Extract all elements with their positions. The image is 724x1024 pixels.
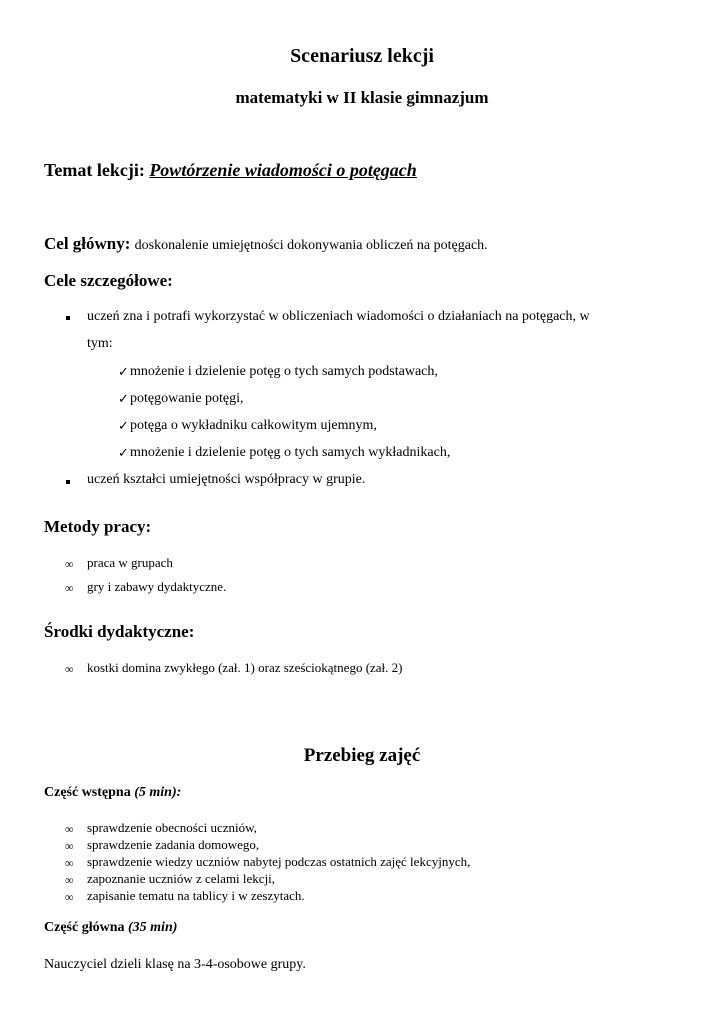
main-part-text: Nauczyciel dzieli klasę na 3-4-osobowe grupy. xyxy=(44,957,306,972)
infinity-bullet-icon: ∞ xyxy=(65,856,74,870)
infinity-bullet-icon: ∞ xyxy=(65,873,74,887)
specific-goals-heading: Cele szczegółowe: xyxy=(44,271,173,290)
topic-line xyxy=(44,160,417,181)
infinity-bullet-icon: ∞ xyxy=(65,890,74,904)
infinity-bullet-icon: ∞ xyxy=(65,822,74,836)
intro-heading xyxy=(44,785,181,801)
square-bullet-icon xyxy=(66,480,70,484)
method-item: gry i zabawy dydaktyczne. xyxy=(87,579,227,594)
intro-item: zapoznanie uczniów z celami lekcji, xyxy=(87,871,276,886)
page-title: Scenariusz lekcji xyxy=(290,45,434,67)
methods-heading: Metody pracy: xyxy=(44,517,152,536)
infinity-bullet-icon: ∞ xyxy=(65,581,74,595)
topic-value: Powtórzenie wiadomości o potęgach xyxy=(149,160,417,180)
main-part-heading xyxy=(44,920,177,936)
intro-item: sprawdzenie wiedzy uczniów nabytej podczas ostatnich zajęć lekcyjnych, xyxy=(87,854,471,869)
method-item: praca w grupach xyxy=(87,555,173,570)
checkmark-icon: ✓ xyxy=(118,391,129,406)
intro-time: (5 min): xyxy=(134,785,182,800)
infinity-bullet-icon: ∞ xyxy=(65,662,74,676)
goal-item-2: uczeń kształci umiejętności współpracy w grupie. xyxy=(87,472,366,487)
square-bullet-icon xyxy=(66,316,70,320)
material-item: kostki domina zwykłego (zał. 1) oraz sześciokątnego (zał. 2) xyxy=(87,660,403,675)
intro-item: sprawdzenie obecności uczniów, xyxy=(87,820,257,835)
main-part-time: (35 min) xyxy=(128,920,178,935)
goal-item-1-line-2: tym: xyxy=(87,336,113,351)
goal-subitem: mnożenie i dzielenie potęg o tych samych podstawach, xyxy=(130,364,438,379)
intro-item: zapisanie tematu na tablicy i w zeszytach. xyxy=(87,888,305,903)
checkmark-icon: ✓ xyxy=(118,418,129,433)
goal-item-1-line-1: uczeń zna i potrafi wykorzystać w obliczeniach wiadomości o działaniach na potęgach, w xyxy=(87,309,590,324)
intro-label: Część wstępna xyxy=(44,785,131,800)
goal-subitem: potęgowanie potęgi, xyxy=(130,391,244,406)
goal-subitem: potęga o wykładniku całkowitym ujemnym, xyxy=(130,418,377,433)
infinity-bullet-icon: ∞ xyxy=(65,557,74,571)
course-title: Przebieg zajęć xyxy=(303,745,421,766)
topic-label: Temat lekcji: xyxy=(44,160,145,180)
main-goal-label: Cel główny: xyxy=(44,234,131,253)
main-goal-value: doskonalenie umiejętności dokonywania obliczeń na potęgach. xyxy=(134,238,488,253)
main-part-label: Część główna xyxy=(44,920,125,935)
goal-subitem: mnożenie i dzielenie potęg o tych samych wykładnikach, xyxy=(130,445,451,460)
infinity-bullet-icon: ∞ xyxy=(65,839,74,853)
checkmark-icon: ✓ xyxy=(118,364,129,379)
materials-heading: Środki dydaktyczne: xyxy=(44,622,195,641)
checkmark-icon: ✓ xyxy=(118,445,129,460)
intro-item: sprawdzenie zadania domowego, xyxy=(87,837,260,852)
main-goal-line xyxy=(44,234,488,254)
page-subtitle: matematyki w II klasie gimnazjum xyxy=(235,88,489,107)
